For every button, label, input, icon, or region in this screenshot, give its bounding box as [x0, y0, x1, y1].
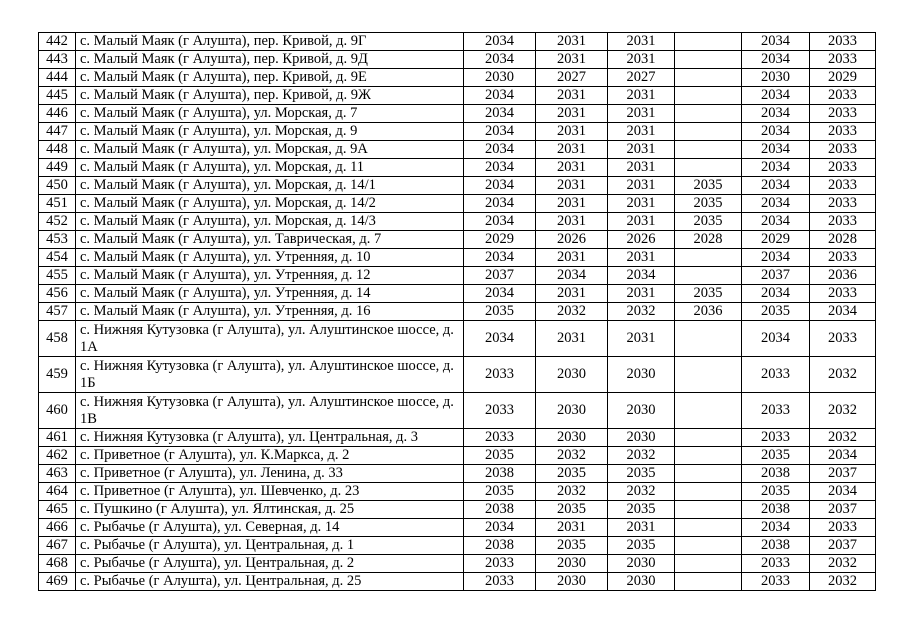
year-cell-6: 2032 — [810, 357, 876, 393]
table-row — [39, 213, 876, 231]
address-cell: с. Малый Маяк (г Алушта), ул. Утренняя, д. 10 — [76, 249, 464, 267]
address-cell: с. Малый Маяк (г Алушта), ул. Морская, д. 9 — [76, 123, 464, 141]
year-cell-6: 2033 — [810, 285, 876, 303]
year-cell-5: 2034 — [742, 159, 810, 177]
year-cell-2: 2032 — [536, 447, 608, 465]
row-number-cell: 452 — [39, 213, 76, 231]
year-cell-1: 2034 — [464, 519, 536, 537]
address-cell: с. Малый Маяк (г Алушта), ул. Таврическая, д. 7 — [76, 231, 464, 249]
year-cell-4 — [675, 69, 742, 87]
row-number-cell: 467 — [39, 537, 76, 555]
table-row — [39, 33, 876, 51]
year-cell-2: 2032 — [536, 483, 608, 501]
year-cell-3: 2032 — [608, 303, 675, 321]
year-cell-4 — [675, 33, 742, 51]
year-cell-6: 2028 — [810, 231, 876, 249]
year-cell-2: 2035 — [536, 465, 608, 483]
year-cell-6: 2037 — [810, 501, 876, 519]
table-row — [39, 159, 876, 177]
year-cell-4 — [675, 159, 742, 177]
year-cell-6: 2033 — [810, 249, 876, 267]
year-cell-1: 2037 — [464, 267, 536, 285]
year-cell-5: 2033 — [742, 573, 810, 591]
address-cell: с. Нижняя Кутузовка (г Алушта), ул. Центральная, д. 3 — [76, 429, 464, 447]
year-cell-5: 2038 — [742, 537, 810, 555]
year-cell-4 — [675, 465, 742, 483]
year-cell-4 — [675, 123, 742, 141]
year-cell-2: 2030 — [536, 393, 608, 429]
row-number-cell: 464 — [39, 483, 76, 501]
year-cell-1: 2034 — [464, 195, 536, 213]
year-cell-1: 2030 — [464, 69, 536, 87]
year-cell-3: 2031 — [608, 519, 675, 537]
year-cell-2: 2031 — [536, 123, 608, 141]
year-cell-4 — [675, 249, 742, 267]
year-cell-5: 2034 — [742, 177, 810, 195]
year-cell-1: 2033 — [464, 393, 536, 429]
year-cell-1: 2035 — [464, 483, 536, 501]
year-cell-4 — [675, 447, 742, 465]
year-cell-4: 2035 — [675, 213, 742, 231]
table-row — [39, 555, 876, 573]
year-cell-3: 2035 — [608, 537, 675, 555]
year-cell-2: 2034 — [536, 267, 608, 285]
year-cell-1: 2029 — [464, 231, 536, 249]
year-cell-3: 2031 — [608, 141, 675, 159]
year-cell-1: 2033 — [464, 555, 536, 573]
year-cell-4: 2035 — [675, 285, 742, 303]
year-cell-2: 2030 — [536, 429, 608, 447]
year-cell-6: 2033 — [810, 195, 876, 213]
year-cell-4 — [675, 555, 742, 573]
address-cell: с. Малый Маяк (г Алушта), ул. Морская, д. 14/2 — [76, 195, 464, 213]
year-cell-4 — [675, 537, 742, 555]
year-cell-3: 2031 — [608, 213, 675, 231]
year-cell-4 — [675, 429, 742, 447]
year-cell-4 — [675, 573, 742, 591]
year-cell-4: 2028 — [675, 231, 742, 249]
address-cell: с. Рыбачье (г Алушта), ул. Центральная, д. 25 — [76, 573, 464, 591]
year-cell-3: 2034 — [608, 267, 675, 285]
year-cell-1: 2034 — [464, 51, 536, 69]
row-number-cell: 469 — [39, 573, 76, 591]
year-cell-4 — [675, 501, 742, 519]
table-row — [39, 573, 876, 591]
year-cell-6: 2033 — [810, 519, 876, 537]
address-cell: с. Малый Маяк (г Алушта), пер. Кривой, д. 9Е — [76, 69, 464, 87]
year-cell-4 — [675, 321, 742, 357]
row-number-cell: 455 — [39, 267, 76, 285]
year-cell-2: 2031 — [536, 159, 608, 177]
year-cell-2: 2031 — [536, 249, 608, 267]
table-row — [39, 285, 876, 303]
address-cell: с. Малый Маяк (г Алушта), ул. Морская, д. 7 — [76, 105, 464, 123]
table-row — [39, 105, 876, 123]
row-number-cell: 461 — [39, 429, 76, 447]
year-cell-3: 2030 — [608, 555, 675, 573]
address-cell: с. Рыбачье (г Алушта), ул. Северная, д. 14 — [76, 519, 464, 537]
year-cell-2: 2031 — [536, 141, 608, 159]
table-row — [39, 357, 876, 393]
year-cell-2: 2031 — [536, 285, 608, 303]
row-number-cell: 447 — [39, 123, 76, 141]
row-number-cell: 453 — [39, 231, 76, 249]
year-cell-1: 2034 — [464, 105, 536, 123]
year-cell-4 — [675, 519, 742, 537]
year-cell-3: 2032 — [608, 483, 675, 501]
address-cell: с. Малый Маяк (г Алушта), ул. Утренняя, д. 12 — [76, 267, 464, 285]
year-cell-5: 2033 — [742, 555, 810, 573]
address-cell: с. Нижняя Кутузовка (г Алушта), ул. Алуштинское шоссе, д. 1А — [76, 321, 464, 357]
table-row — [39, 141, 876, 159]
year-cell-6: 2034 — [810, 447, 876, 465]
table-row — [39, 231, 876, 249]
year-cell-5: 2034 — [742, 141, 810, 159]
year-cell-3: 2027 — [608, 69, 675, 87]
year-cell-3: 2030 — [608, 573, 675, 591]
year-cell-6: 2033 — [810, 33, 876, 51]
year-cell-2: 2031 — [536, 519, 608, 537]
address-cell: с. Пушкино (г Алушта), ул. Ялтинская, д. 25 — [76, 501, 464, 519]
year-cell-3: 2031 — [608, 321, 675, 357]
row-number-cell: 462 — [39, 447, 76, 465]
year-cell-5: 2035 — [742, 483, 810, 501]
address-cell: с. Малый Маяк (г Алушта), ул. Морская, д. 14/1 — [76, 177, 464, 195]
year-cell-4 — [675, 393, 742, 429]
address-cell: с. Приветное (г Алушта), ул. Шевченко, д. 23 — [76, 483, 464, 501]
year-cell-1: 2034 — [464, 123, 536, 141]
year-cell-4: 2036 — [675, 303, 742, 321]
row-number-cell: 449 — [39, 159, 76, 177]
year-cell-6: 2037 — [810, 465, 876, 483]
year-cell-6: 2034 — [810, 303, 876, 321]
year-cell-1: 2034 — [464, 213, 536, 231]
row-number-cell: 450 — [39, 177, 76, 195]
year-cell-2: 2031 — [536, 213, 608, 231]
year-cell-1: 2033 — [464, 357, 536, 393]
year-cell-1: 2034 — [464, 285, 536, 303]
table-row — [39, 501, 876, 519]
row-number-cell: 459 — [39, 357, 76, 393]
year-cell-3: 2035 — [608, 501, 675, 519]
address-cell: с. Малый Маяк (г Алушта), пер. Кривой, д. 9Ж — [76, 87, 464, 105]
year-cell-6: 2033 — [810, 87, 876, 105]
year-cell-3: 2030 — [608, 393, 675, 429]
address-cell: с. Нижняя Кутузовка (г Алушта), ул. Алуштинское шоссе, д. 1Б — [76, 357, 464, 393]
year-cell-5: 2035 — [742, 303, 810, 321]
year-cell-1: 2035 — [464, 447, 536, 465]
year-cell-6: 2032 — [810, 555, 876, 573]
year-cell-2: 2031 — [536, 195, 608, 213]
address-cell: с. Малый Маяк (г Алушта), ул. Утренняя, д. 16 — [76, 303, 464, 321]
year-cell-4: 2035 — [675, 195, 742, 213]
year-cell-2: 2027 — [536, 69, 608, 87]
table-row — [39, 429, 876, 447]
table-row — [39, 519, 876, 537]
year-cell-5: 2038 — [742, 501, 810, 519]
row-number-cell: 456 — [39, 285, 76, 303]
address-cell: с. Малый Маяк (г Алушта), ул. Морская, д. 9А — [76, 141, 464, 159]
row-number-cell: 443 — [39, 51, 76, 69]
year-cell-6: 2034 — [810, 483, 876, 501]
year-cell-2: 2035 — [536, 501, 608, 519]
year-cell-6: 2033 — [810, 51, 876, 69]
year-cell-6: 2033 — [810, 105, 876, 123]
table-row — [39, 249, 876, 267]
year-cell-2: 2031 — [536, 33, 608, 51]
year-cell-3: 2031 — [608, 87, 675, 105]
year-cell-5: 2034 — [742, 33, 810, 51]
table-row — [39, 321, 876, 357]
year-cell-6: 2033 — [810, 123, 876, 141]
year-cell-5: 2038 — [742, 465, 810, 483]
year-cell-2: 2030 — [536, 573, 608, 591]
year-cell-3: 2031 — [608, 51, 675, 69]
year-cell-3: 2031 — [608, 105, 675, 123]
address-cell: с. Рыбачье (г Алушта), ул. Центральная, д. 2 — [76, 555, 464, 573]
year-cell-6: 2036 — [810, 267, 876, 285]
year-cell-5: 2034 — [742, 123, 810, 141]
row-number-cell: 463 — [39, 465, 76, 483]
year-cell-1: 2034 — [464, 87, 536, 105]
year-cell-4 — [675, 483, 742, 501]
row-number-cell: 444 — [39, 69, 76, 87]
year-cell-4 — [675, 87, 742, 105]
year-cell-4 — [675, 357, 742, 393]
year-cell-5: 2034 — [742, 519, 810, 537]
year-cell-6: 2032 — [810, 573, 876, 591]
year-cell-4 — [675, 267, 742, 285]
year-cell-6: 2033 — [810, 141, 876, 159]
year-cell-6: 2033 — [810, 321, 876, 357]
year-cell-1: 2038 — [464, 465, 536, 483]
year-cell-3: 2031 — [608, 249, 675, 267]
address-cell: с. Нижняя Кутузовка (г Алушта), ул. Алуштинское шоссе, д. 1В — [76, 393, 464, 429]
year-cell-3: 2031 — [608, 177, 675, 195]
year-cell-2: 2031 — [536, 321, 608, 357]
year-cell-6: 2032 — [810, 393, 876, 429]
row-number-cell: 460 — [39, 393, 76, 429]
year-cell-5: 2033 — [742, 357, 810, 393]
year-cell-2: 2031 — [536, 177, 608, 195]
row-number-cell: 465 — [39, 501, 76, 519]
year-cell-5: 2034 — [742, 105, 810, 123]
table-row — [39, 51, 876, 69]
year-cell-1: 2033 — [464, 429, 536, 447]
year-cell-5: 2034 — [742, 195, 810, 213]
year-cell-2: 2032 — [536, 303, 608, 321]
year-cell-5: 2033 — [742, 429, 810, 447]
address-cell: с. Малый Маяк (г Алушта), ул. Морская, д. 11 — [76, 159, 464, 177]
year-cell-1: 2034 — [464, 177, 536, 195]
year-cell-5: 2034 — [742, 321, 810, 357]
address-cell: с. Малый Маяк (г Алушта), ул. Утренняя, д. 14 — [76, 285, 464, 303]
year-cell-1: 2033 — [464, 573, 536, 591]
year-cell-1: 2038 — [464, 501, 536, 519]
year-cell-2: 2031 — [536, 87, 608, 105]
year-cell-2: 2030 — [536, 357, 608, 393]
year-cell-2: 2035 — [536, 537, 608, 555]
table-row — [39, 267, 876, 285]
year-cell-3: 2032 — [608, 447, 675, 465]
table-row — [39, 447, 876, 465]
year-cell-4 — [675, 105, 742, 123]
year-cell-5: 2029 — [742, 231, 810, 249]
year-cell-3: 2031 — [608, 33, 675, 51]
year-cell-5: 2035 — [742, 447, 810, 465]
year-cell-1: 2034 — [464, 159, 536, 177]
year-cell-5: 2030 — [742, 69, 810, 87]
table-row — [39, 177, 876, 195]
year-cell-3: 2030 — [608, 429, 675, 447]
year-cell-3: 2031 — [608, 159, 675, 177]
year-cell-1: 2038 — [464, 537, 536, 555]
year-cell-3: 2031 — [608, 123, 675, 141]
table-row — [39, 195, 876, 213]
row-number-cell: 458 — [39, 321, 76, 357]
year-cell-6: 2032 — [810, 429, 876, 447]
address-cell: с. Приветное (г Алушта), ул. Ленина, д. 33 — [76, 465, 464, 483]
address-cell: с. Малый Маяк (г Алушта), пер. Кривой, д. 9Д — [76, 51, 464, 69]
year-cell-3: 2030 — [608, 357, 675, 393]
row-number-cell: 448 — [39, 141, 76, 159]
row-number-cell: 445 — [39, 87, 76, 105]
year-cell-6: 2033 — [810, 213, 876, 231]
year-cell-5: 2034 — [742, 51, 810, 69]
year-cell-3: 2031 — [608, 285, 675, 303]
year-cell-1: 2034 — [464, 321, 536, 357]
year-cell-1: 2034 — [464, 141, 536, 159]
address-cell: с. Малый Маяк (г Алушта), ул. Морская, д. 14/3 — [76, 213, 464, 231]
table-row — [39, 69, 876, 87]
year-cell-1: 2034 — [464, 249, 536, 267]
row-number-cell: 468 — [39, 555, 76, 573]
address-cell: с. Приветное (г Алушта), ул. К.Маркса, д. 2 — [76, 447, 464, 465]
year-cell-2: 2031 — [536, 105, 608, 123]
row-number-cell: 457 — [39, 303, 76, 321]
year-cell-5: 2034 — [742, 285, 810, 303]
year-cell-4 — [675, 51, 742, 69]
year-cell-5: 2034 — [742, 249, 810, 267]
year-cell-5: 2033 — [742, 393, 810, 429]
row-number-cell: 442 — [39, 33, 76, 51]
year-cell-3: 2035 — [608, 465, 675, 483]
year-cell-1: 2034 — [464, 33, 536, 51]
table-body — [39, 33, 876, 591]
year-cell-6: 2029 — [810, 69, 876, 87]
year-cell-5: 2037 — [742, 267, 810, 285]
year-cell-5: 2034 — [742, 87, 810, 105]
table-row — [39, 123, 876, 141]
table-row — [39, 303, 876, 321]
row-number-cell: 446 — [39, 105, 76, 123]
year-cell-4: 2035 — [675, 177, 742, 195]
year-cell-2: 2026 — [536, 231, 608, 249]
table-row — [39, 87, 876, 105]
table-row — [39, 483, 876, 501]
year-cell-2: 2030 — [536, 555, 608, 573]
year-cell-5: 2034 — [742, 213, 810, 231]
year-cell-4 — [675, 141, 742, 159]
row-number-cell: 451 — [39, 195, 76, 213]
year-cell-6: 2033 — [810, 159, 876, 177]
year-cell-1: 2035 — [464, 303, 536, 321]
registry-table — [38, 32, 876, 591]
address-cell: с. Малый Маяк (г Алушта), пер. Кривой, д. 9Г — [76, 33, 464, 51]
year-cell-6: 2037 — [810, 537, 876, 555]
table-row — [39, 465, 876, 483]
row-number-cell: 466 — [39, 519, 76, 537]
table-row — [39, 537, 876, 555]
year-cell-3: 2031 — [608, 195, 675, 213]
year-cell-6: 2033 — [810, 177, 876, 195]
row-number-cell: 454 — [39, 249, 76, 267]
table-row — [39, 393, 876, 429]
year-cell-2: 2031 — [536, 51, 608, 69]
address-cell: с. Рыбачье (г Алушта), ул. Центральная, д. 1 — [76, 537, 464, 555]
year-cell-3: 2026 — [608, 231, 675, 249]
